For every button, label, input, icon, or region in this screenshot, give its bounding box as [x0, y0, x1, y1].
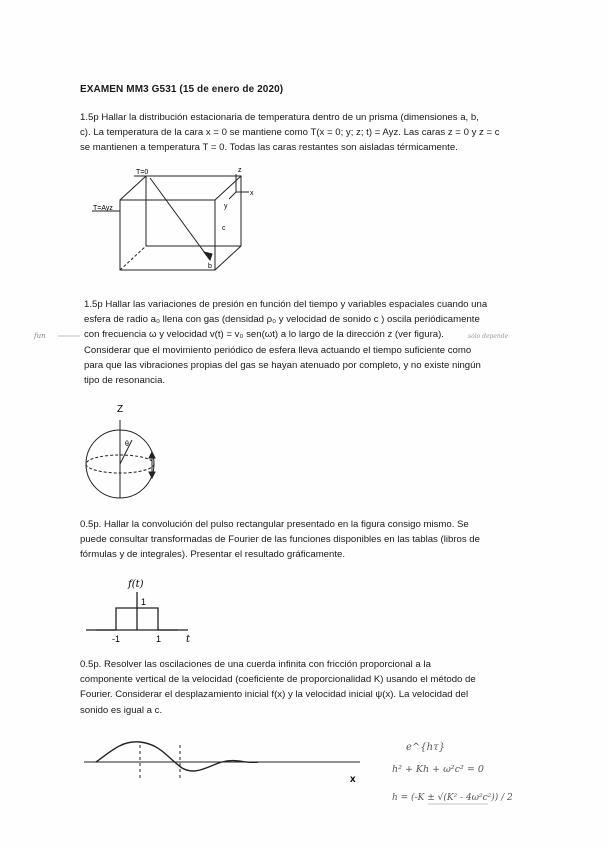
string-figure [84, 742, 360, 778]
problem-3-line: puede consultar transformadas de Fourier de las funciones disponibles en las tablas (libros de [80, 534, 480, 546]
problem-2-line: para que las vibraciones propias del gas se hayan atenuado por completo, y no existe ningún [84, 359, 481, 371]
problem-4-line: 0.5p. Resolver las oscilaciones de una cuerda infinita con fricción proporcional a la [80, 659, 431, 670]
sphere-figure [86, 420, 155, 498]
pulse-ft-label: f(t) [128, 579, 144, 590]
problem-2-line: 1.5p Hallar las variaciones de presión en función del tiempo y variables espaciales cuando una [84, 299, 488, 310]
problem-1-line: 1.5p Hallar la distribución estacionaria de temperatura dentro de un prisma (dimensiones a, b, [80, 112, 479, 123]
face-label: T=Ayz [93, 205, 113, 212]
string-x-label: x [350, 774, 356, 785]
problem-4-line: Fourier. Considerar el desplazamiento inicial f(x) y la velocidad inicial ψ(x). La velocidad del [80, 689, 469, 701]
dim-b-label: b [208, 263, 212, 270]
problem-2-line: tipo de resonancia. [84, 375, 166, 387]
problem-3-line: fórmulas y de integrales). Presentar el resultado gráficamente. [80, 549, 346, 561]
handwritten-line-2: h² + Kh + ω²c² = 0 [392, 764, 484, 775]
problem-2-line: con frecuencia ω y velocidad v(t) = v₀ sen(ωt) a lo largo de la dirección z (ver figura). [84, 329, 444, 341]
handwritten-notes [392, 742, 513, 804]
problem-1-line: c). La temperatura de la cara x = 0 se mantiene como T(x = 0; y; z; t) = Ayz. Las caras z = 0 y z = c [80, 127, 500, 139]
prism-figure [92, 174, 249, 270]
exam-title: EXAMEN MM3 G531 (15 de enero de 2020) [80, 84, 284, 95]
problem-2-line: esfera de radio a₀ llena con gas (densidad ρ₀ y velocidad de sonido c ) oscila periódicamente [84, 314, 480, 326]
margin-note-left: fun [34, 332, 46, 340]
handwritten-line-3: h = (-K ± √(K² - 4ω²c²)) / 2 [392, 793, 513, 803]
problem-2-line: Considerar que el movimiento periódico de esfera lleva actuando el tiempo suficiente como [84, 344, 472, 356]
handwritten-line-1: e^{hτ} [406, 742, 445, 753]
dim-c-label: c [222, 225, 226, 232]
problem-3-line: 0.5p. Hallar la convolución del pulso rectangular presentado en la figura consigo mismo. Se [80, 519, 469, 530]
pulse-height-label: 1 [141, 597, 147, 607]
pulse-tick-neg: -1 [112, 634, 121, 644]
theta-label: θ [125, 441, 129, 448]
axis-z-label: z [238, 167, 242, 174]
margin-note-right: sólo depende [468, 333, 509, 340]
axis-x-label: x [250, 190, 254, 197]
pulse-figure [86, 592, 188, 630]
problem-4-line: sonido es igual a c. [80, 704, 163, 716]
pulse-tick-pos: 1 [156, 634, 162, 644]
sphere-z-label: Z [117, 404, 124, 415]
pulse-t-label: t [186, 634, 191, 645]
problem-4-line: componente vertical de la velocidad (coeficiente de proporcionalidad K) usando el método de [80, 674, 476, 686]
top-label: T=0 [136, 169, 149, 176]
problem-1-line: se mantienen a temperatura T = 0. Todas las caras restantes son aisladas térmicamente. [80, 142, 458, 154]
axis-y-label: y [224, 203, 228, 210]
